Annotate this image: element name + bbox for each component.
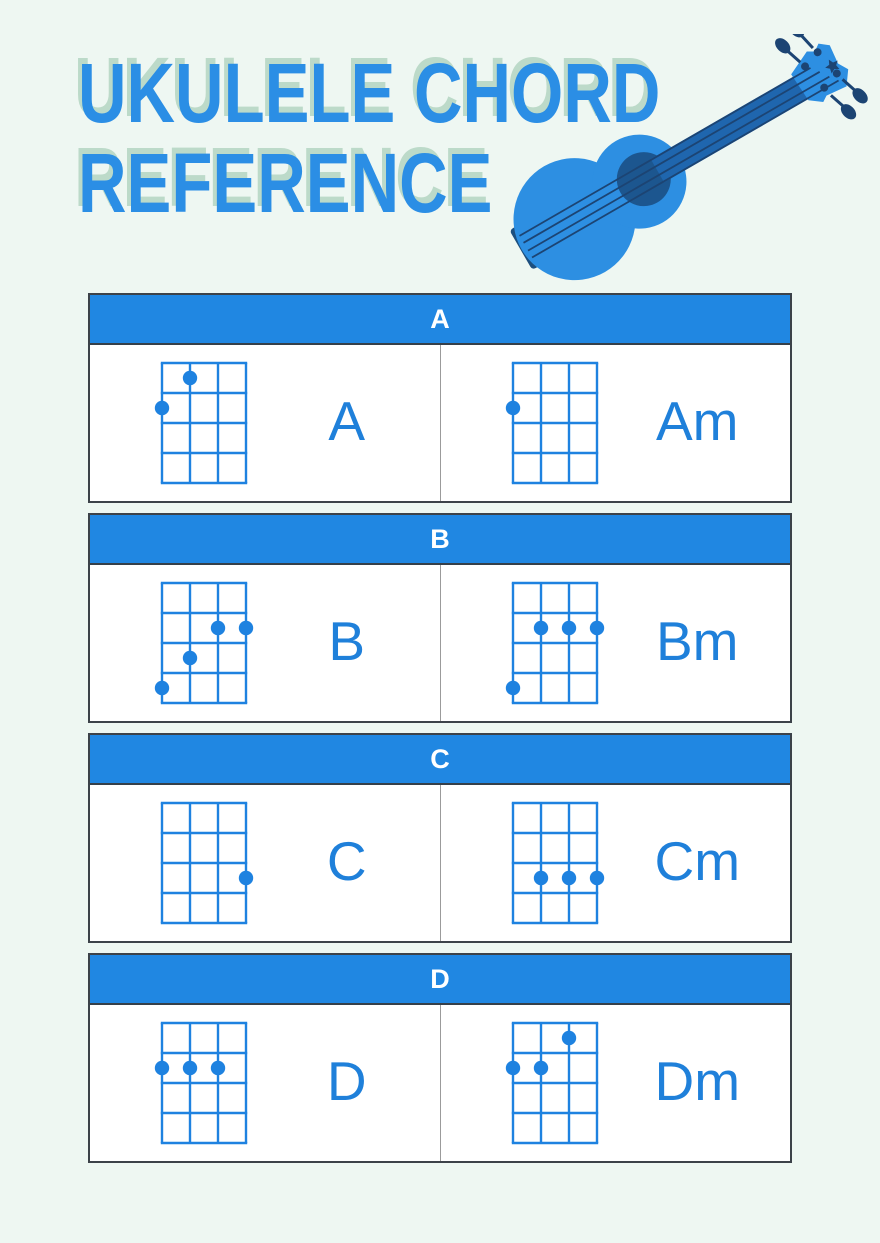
section-header: B bbox=[90, 515, 790, 565]
chord-diagram bbox=[154, 355, 254, 491]
chord-name: C bbox=[326, 830, 367, 892]
chord-cell bbox=[440, 785, 791, 941]
chord-cell bbox=[90, 1005, 440, 1161]
chord-name: Cm bbox=[654, 830, 741, 892]
chord-cell bbox=[440, 1005, 791, 1161]
chord-section-b bbox=[88, 513, 792, 723]
chord-cell bbox=[440, 565, 791, 721]
chord-diagram bbox=[154, 1015, 254, 1151]
ukulele-icon bbox=[468, 34, 876, 292]
page-title-line1: UKULELE CHORD bbox=[78, 46, 661, 140]
chord-name: D bbox=[326, 1050, 367, 1112]
chord-cell bbox=[90, 785, 440, 941]
section-body bbox=[90, 345, 790, 501]
chord-section-d bbox=[88, 953, 792, 1163]
chord-cell bbox=[90, 565, 440, 721]
section-header: D bbox=[90, 955, 790, 1005]
chord-diagram bbox=[154, 795, 254, 931]
chord-diagram bbox=[505, 1015, 605, 1151]
chord-section-a bbox=[88, 293, 792, 503]
section-header: A bbox=[90, 295, 790, 345]
section-body bbox=[90, 1005, 790, 1161]
chord-cell bbox=[440, 345, 791, 501]
section-body bbox=[90, 785, 790, 941]
chord-diagram bbox=[505, 575, 605, 711]
chord-diagram bbox=[505, 795, 605, 931]
page-title-line2: REFERENCE bbox=[78, 136, 493, 230]
chord-name: B bbox=[328, 610, 366, 672]
chord-name: Am bbox=[656, 390, 739, 452]
chord-diagram bbox=[505, 355, 605, 491]
chord-diagram bbox=[154, 575, 254, 711]
chord-name: A bbox=[328, 390, 366, 452]
section-header: C bbox=[90, 735, 790, 785]
chord-name: Bm bbox=[656, 610, 739, 672]
chord-sections bbox=[88, 293, 792, 1173]
chord-section-c bbox=[88, 733, 792, 943]
chord-cell bbox=[90, 345, 440, 501]
section-body bbox=[90, 565, 790, 721]
chord-name: Dm bbox=[654, 1050, 741, 1112]
